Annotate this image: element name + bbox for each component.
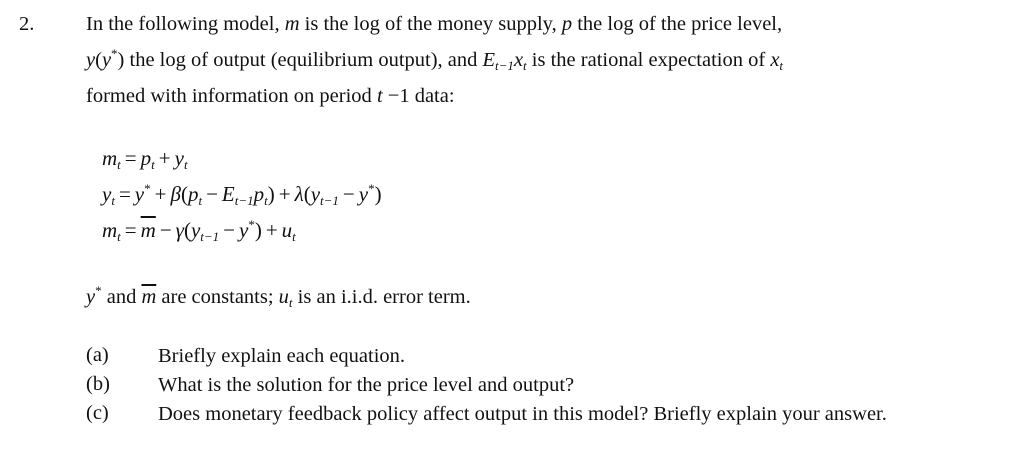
intro-text: In the following model, xyxy=(86,13,285,35)
equation-money-demand: $m_t = p_t + y_t$ xyxy=(102,146,188,172)
symbol-ystar: y* xyxy=(86,283,102,308)
symbol-p: p xyxy=(561,13,573,35)
constants-note xyxy=(86,283,471,310)
symbol-m: m xyxy=(284,13,300,35)
part-b-label: (b) xyxy=(86,373,110,395)
part-a-text: Briefly explain each equation. xyxy=(158,345,406,367)
part-b-text: What is the solution for the price level and output? xyxy=(158,374,575,396)
symbol-mbar: $\overline{m}$ xyxy=(141,286,157,308)
intro-text: is the rational expectation of xyxy=(526,49,771,71)
symbol-x-t: $x_t$ xyxy=(770,49,784,73)
symbol-expectation: $E_{t-1}x_t$ xyxy=(482,49,527,73)
intro-text: the log of output (equilibrium output), and xyxy=(124,49,483,71)
intro-line-2 xyxy=(86,46,986,73)
note-text: and xyxy=(101,286,142,308)
intro-text: formed with information on period xyxy=(86,85,377,107)
intro-text: is the log of the money supply, xyxy=(299,13,562,35)
symbol-y-ystar: y(y*) xyxy=(86,46,125,71)
intro-text: −1 data: xyxy=(382,85,455,107)
intro-text: the log of the price level, xyxy=(572,13,783,35)
note-text: are constants; xyxy=(156,286,279,308)
intro-line-1 xyxy=(86,14,986,35)
question-number: 2. xyxy=(19,13,35,35)
part-c-text: Does monetary feedback policy affect output in this model? Briefly explain your answer. xyxy=(158,403,887,425)
part-a-label: (a) xyxy=(86,344,109,366)
part-c-label: (c) xyxy=(86,402,109,424)
note-text: is an i.i.d. error term. xyxy=(292,286,471,308)
equation-money-supply-rule: $m_t = \overline{m} - \gamma(y_{t-1} - y^*) + u_t$ xyxy=(102,217,296,244)
intro-line-3 xyxy=(86,86,986,107)
equation-aggregate-supply: $y_t = y^* + \beta(p_t - E_{t-1}p_t) + \lambda(y_{t-1} - y^*)$ xyxy=(102,181,382,208)
symbol-u-t: $u_t$ xyxy=(278,286,293,310)
symbol-t: t xyxy=(376,85,383,107)
